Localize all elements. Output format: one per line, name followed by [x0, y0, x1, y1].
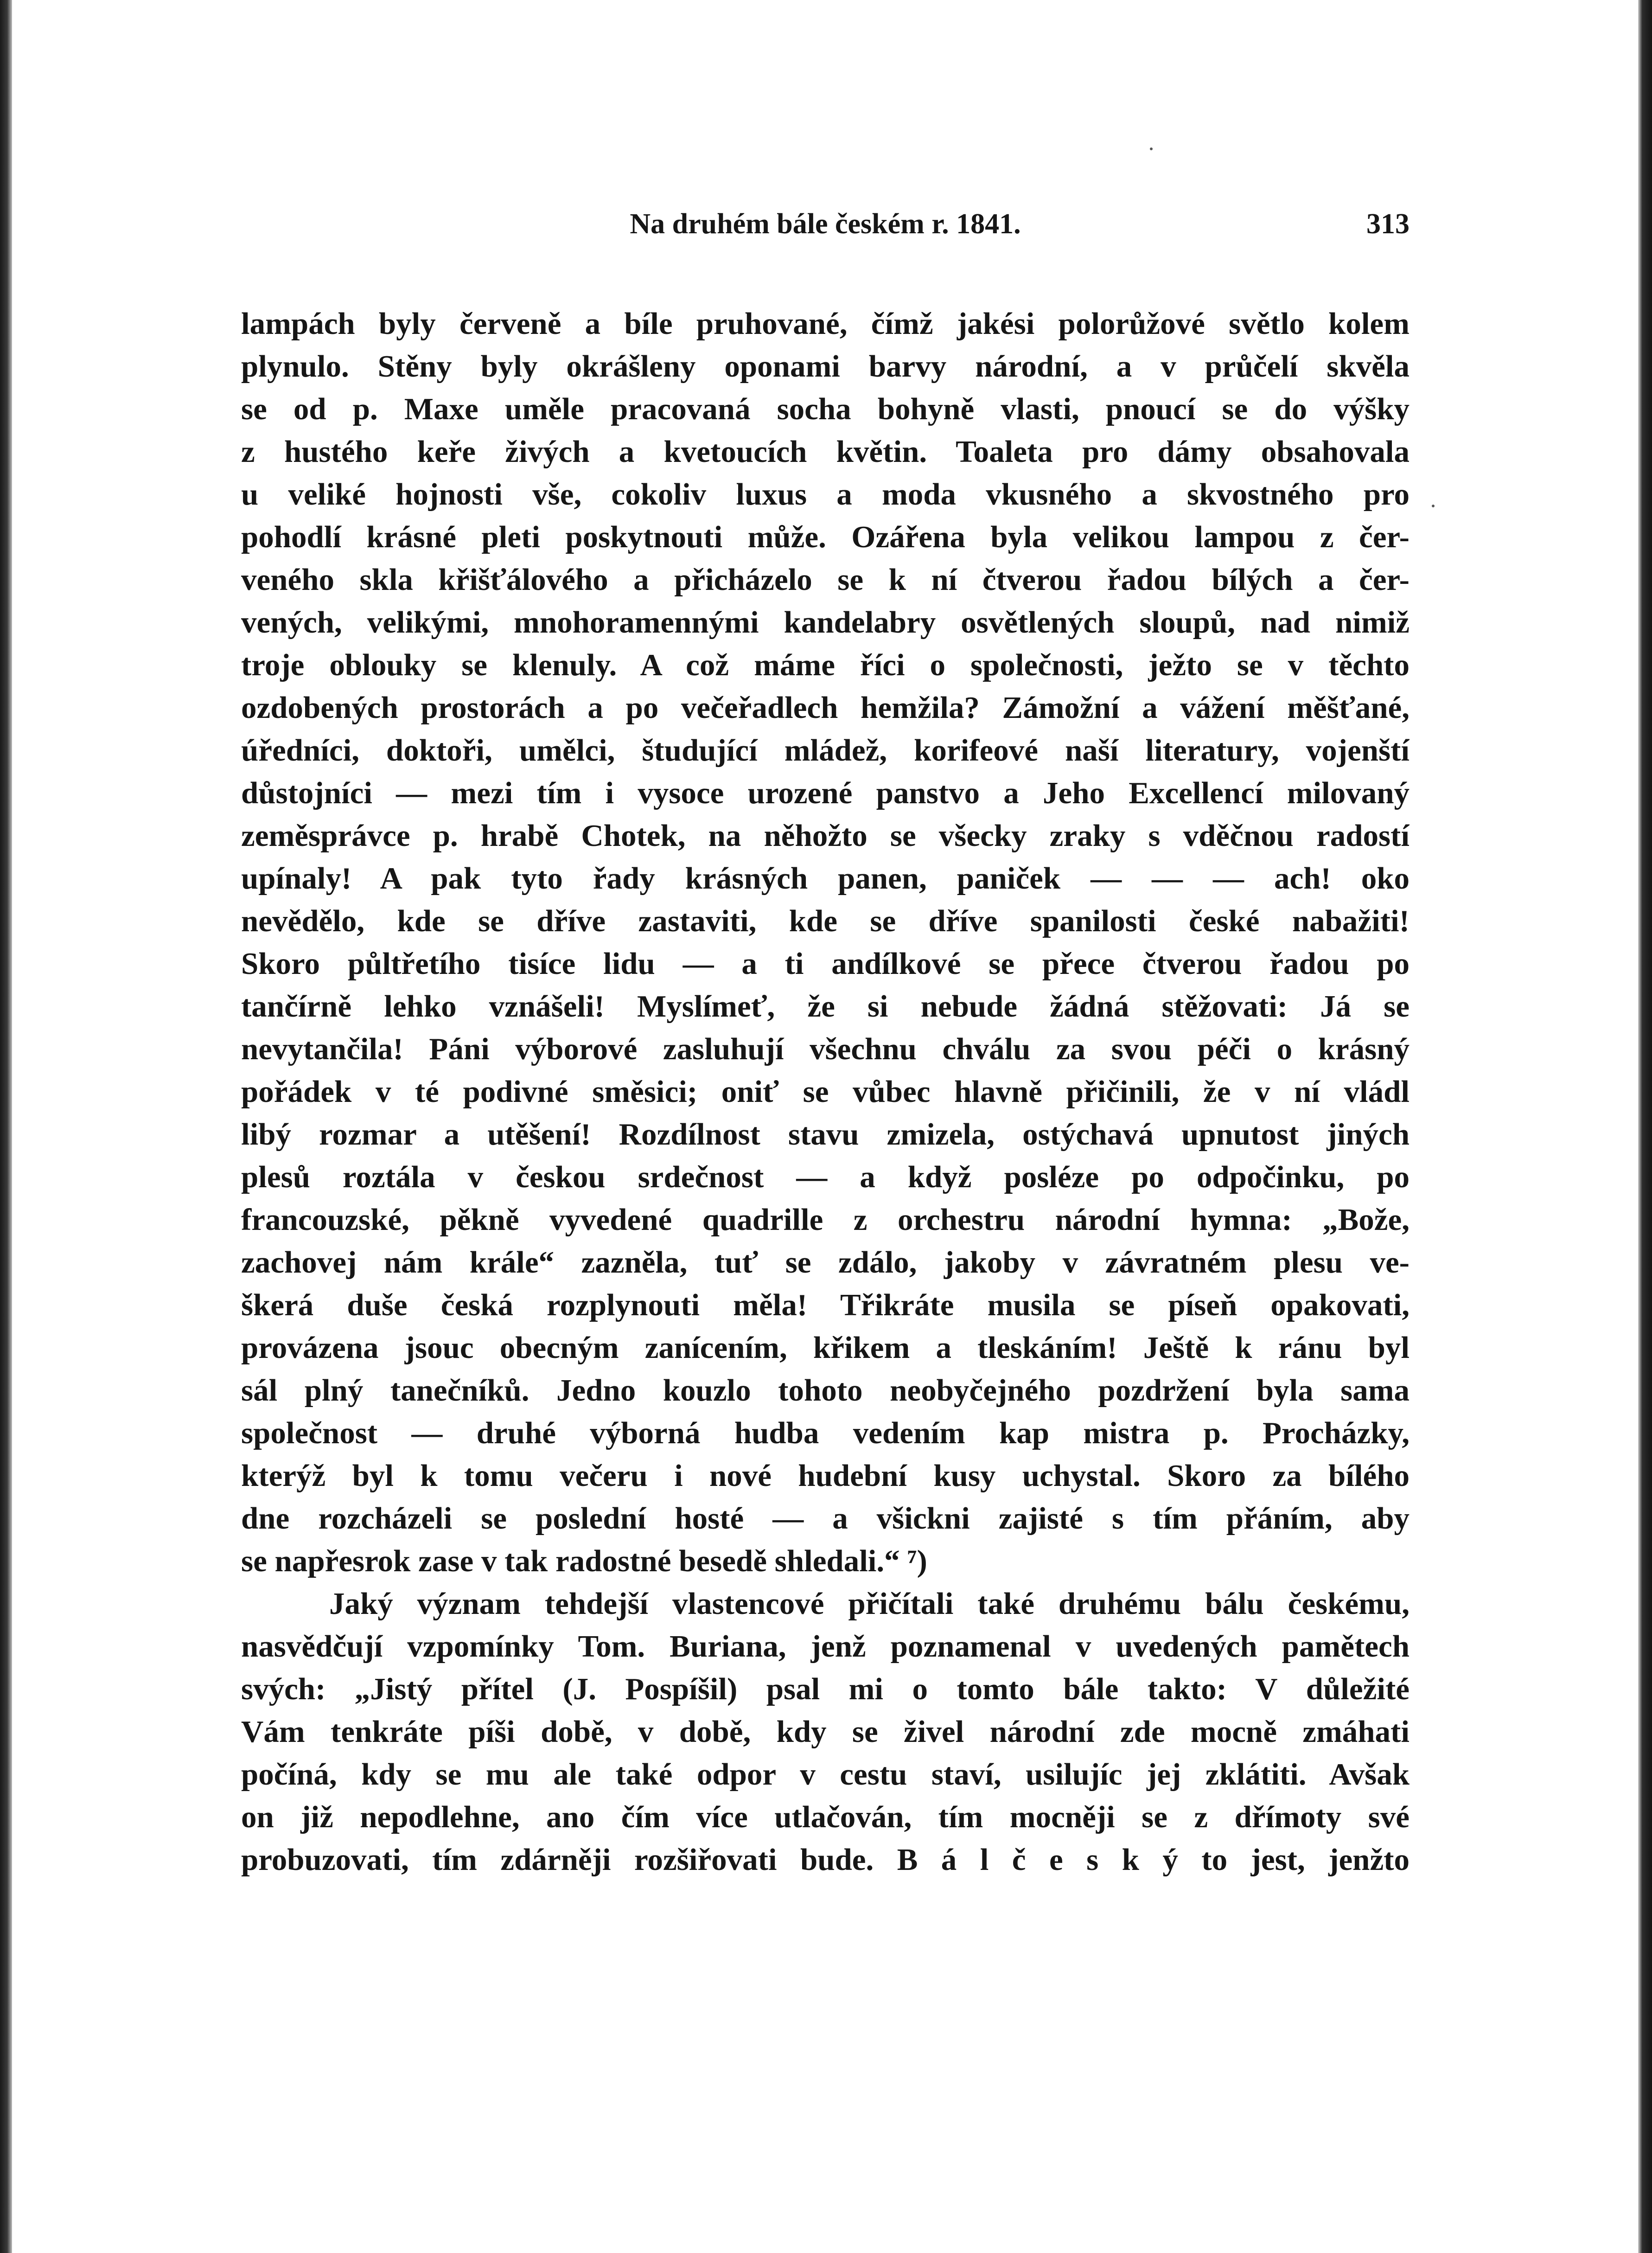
text-line: nevytančila! Páni výborové zasluhují všechnu chválu za svou péči o krásný	[241, 1032, 1410, 1066]
running-title: Na druhém bále českém r. 1841.	[630, 208, 1021, 240]
text-line: kterýž byl k tomu večeru i nové hudební kusy uchystal. Skoro za bílého	[241, 1459, 1410, 1493]
text-line: plesů roztála v českou srdečnost — a když posléze po odpočinku, po	[241, 1160, 1410, 1194]
text-line: úředníci, doktoři, umělci, študující mládež, korifeové naší literatury, vojenští	[241, 733, 1410, 768]
text-line: u veliké hojnosti vše, cokoliv luxus a moda vkusného a skvostného pro	[241, 477, 1410, 512]
text-line: dne rozcházeli se poslední hosté — a všickni zajisté s tím přáním, aby	[241, 1501, 1410, 1536]
text-line: probuzovati, tím zdárněji rozšiřovati bude. B á l č e s k ý to jest, jenžto	[241, 1843, 1410, 1877]
paragraph	[241, 1582, 1410, 1881]
paragraph	[241, 302, 1410, 1582]
text-line: nasvědčují vzpomínky Tom. Buriana, jenž poznamenal v uvedených pamětech	[241, 1629, 1410, 1664]
text-line: ozdobených prostorách a po večeřadlech hemžila? Zámožní a vážení měšťané,	[241, 691, 1410, 725]
text-line: sál plný tanečníků. Jedno kouzlo tohoto neobyčejného pozdržení byla sama	[241, 1373, 1410, 1408]
text-line: libý rozmar a utěšení! Rozdílnost stavu zmizela, ostýchavá upnutost jiných	[241, 1117, 1410, 1152]
text-line: Vám tenkráte píši době, v době, kdy se živel národní zde mocně zmáhati	[241, 1715, 1410, 1749]
text-line: zachovej nám krále“ zazněla, tuť se zdálo, jakoby v závratném plesu ve-	[241, 1245, 1410, 1280]
text-line: z hustého keře živých a kvetoucích květin. Toaleta pro dámy obsahovala	[241, 435, 1410, 469]
dust-speck	[1432, 505, 1435, 507]
text-line: francouzské, pěkně vyvedené quadrille z orchestru národní hymna: „Bože,	[241, 1203, 1410, 1237]
text-line: lampách byly červeně a bíle pruhované, čímž jakési polorůžové světlo kolem	[241, 307, 1410, 341]
dust-speck	[1150, 147, 1153, 150]
text-line: svých: „Jistý přítel (J. Pospíšil) psal mi o tomto bále takto: V důležité	[241, 1672, 1410, 1706]
text-line: Jaký význam tehdejší vlastencové přičítali také druhému bálu českému,	[329, 1587, 1410, 1621]
text-line: důstojníci — mezi tím i vysoce urozené panstvo a Jeho Excellencí milovaný	[241, 776, 1410, 810]
text-line: vených, velikými, mnohoramennými kandelabry osvětlených sloupů, nad nimiž	[241, 605, 1410, 640]
text-line: plynulo. Stěny byly okrášleny oponami barvy národní, a v průčelí skvěla	[241, 349, 1410, 384]
scan-edge-right	[1638, 0, 1652, 2253]
text-line: nevědělo, kde se dříve zastaviti, kde se dříve spanilosti české nabažiti!	[241, 904, 1410, 938]
text-line: společnost — druhé výborná hudba vedením kap mistra p. Procházky,	[241, 1416, 1410, 1450]
text-line: zeměsprávce p. hrabě Chotek, na něhožto se všecky zraky s vděčnou radostí	[241, 819, 1410, 853]
text-line: Skoro půltřetího tisíce lidu — a ti andílkové se přece čtverou řadou po	[241, 947, 1410, 981]
text-line: pohodlí krásné pleti poskytnouti může. Ozářena byla velikou lampou z čer-	[241, 520, 1410, 554]
running-header	[241, 208, 1410, 254]
text-line: upínaly! A pak tyto řady krásných panen, paniček — — — ach! oko	[241, 861, 1410, 896]
page-number: 313	[1366, 208, 1410, 240]
scan-edge-left	[0, 0, 12, 2253]
text-line: škerá duše česká rozplynouti měla! Třikráte musila se píseň opakovati,	[241, 1288, 1410, 1322]
text-line: on již nepodlehne, ano čím více utlačován, tím mocněji se z dřímoty své	[241, 1800, 1410, 1834]
text-line: provázena jsouc obecným zanícením, křikem a tleskáním! Ještě k ránu byl	[241, 1331, 1410, 1365]
text-line: pořádek v té podivné směsici; oniť se vůbec hlavně přičinili, že v ní vládl	[241, 1075, 1410, 1109]
text-line: se od p. Maxe uměle pracovaná socha bohyně vlasti, pnoucí se do výšky	[241, 392, 1410, 426]
text-line: počíná, kdy se mu ale také odpor v cestu staví, usilujíc jej zklátiti. Avšak	[241, 1757, 1410, 1792]
text-line: tančírně lehko vznášeli! Myslímeť, že si nebude žádná stěžovati: Já se	[241, 989, 1410, 1024]
text-line: troje oblouky se klenuly. A což máme říci o společnosti, ježto se v těchto	[241, 648, 1410, 682]
text-line: se napřesrok zase v tak radostné besedě shledali.“ ⁷)	[241, 1544, 927, 1578]
text-line: veného skla křišťálového a přicházelo se k ní čtverou řadou bílých a čer-	[241, 563, 1410, 597]
body-text	[241, 302, 1410, 1881]
